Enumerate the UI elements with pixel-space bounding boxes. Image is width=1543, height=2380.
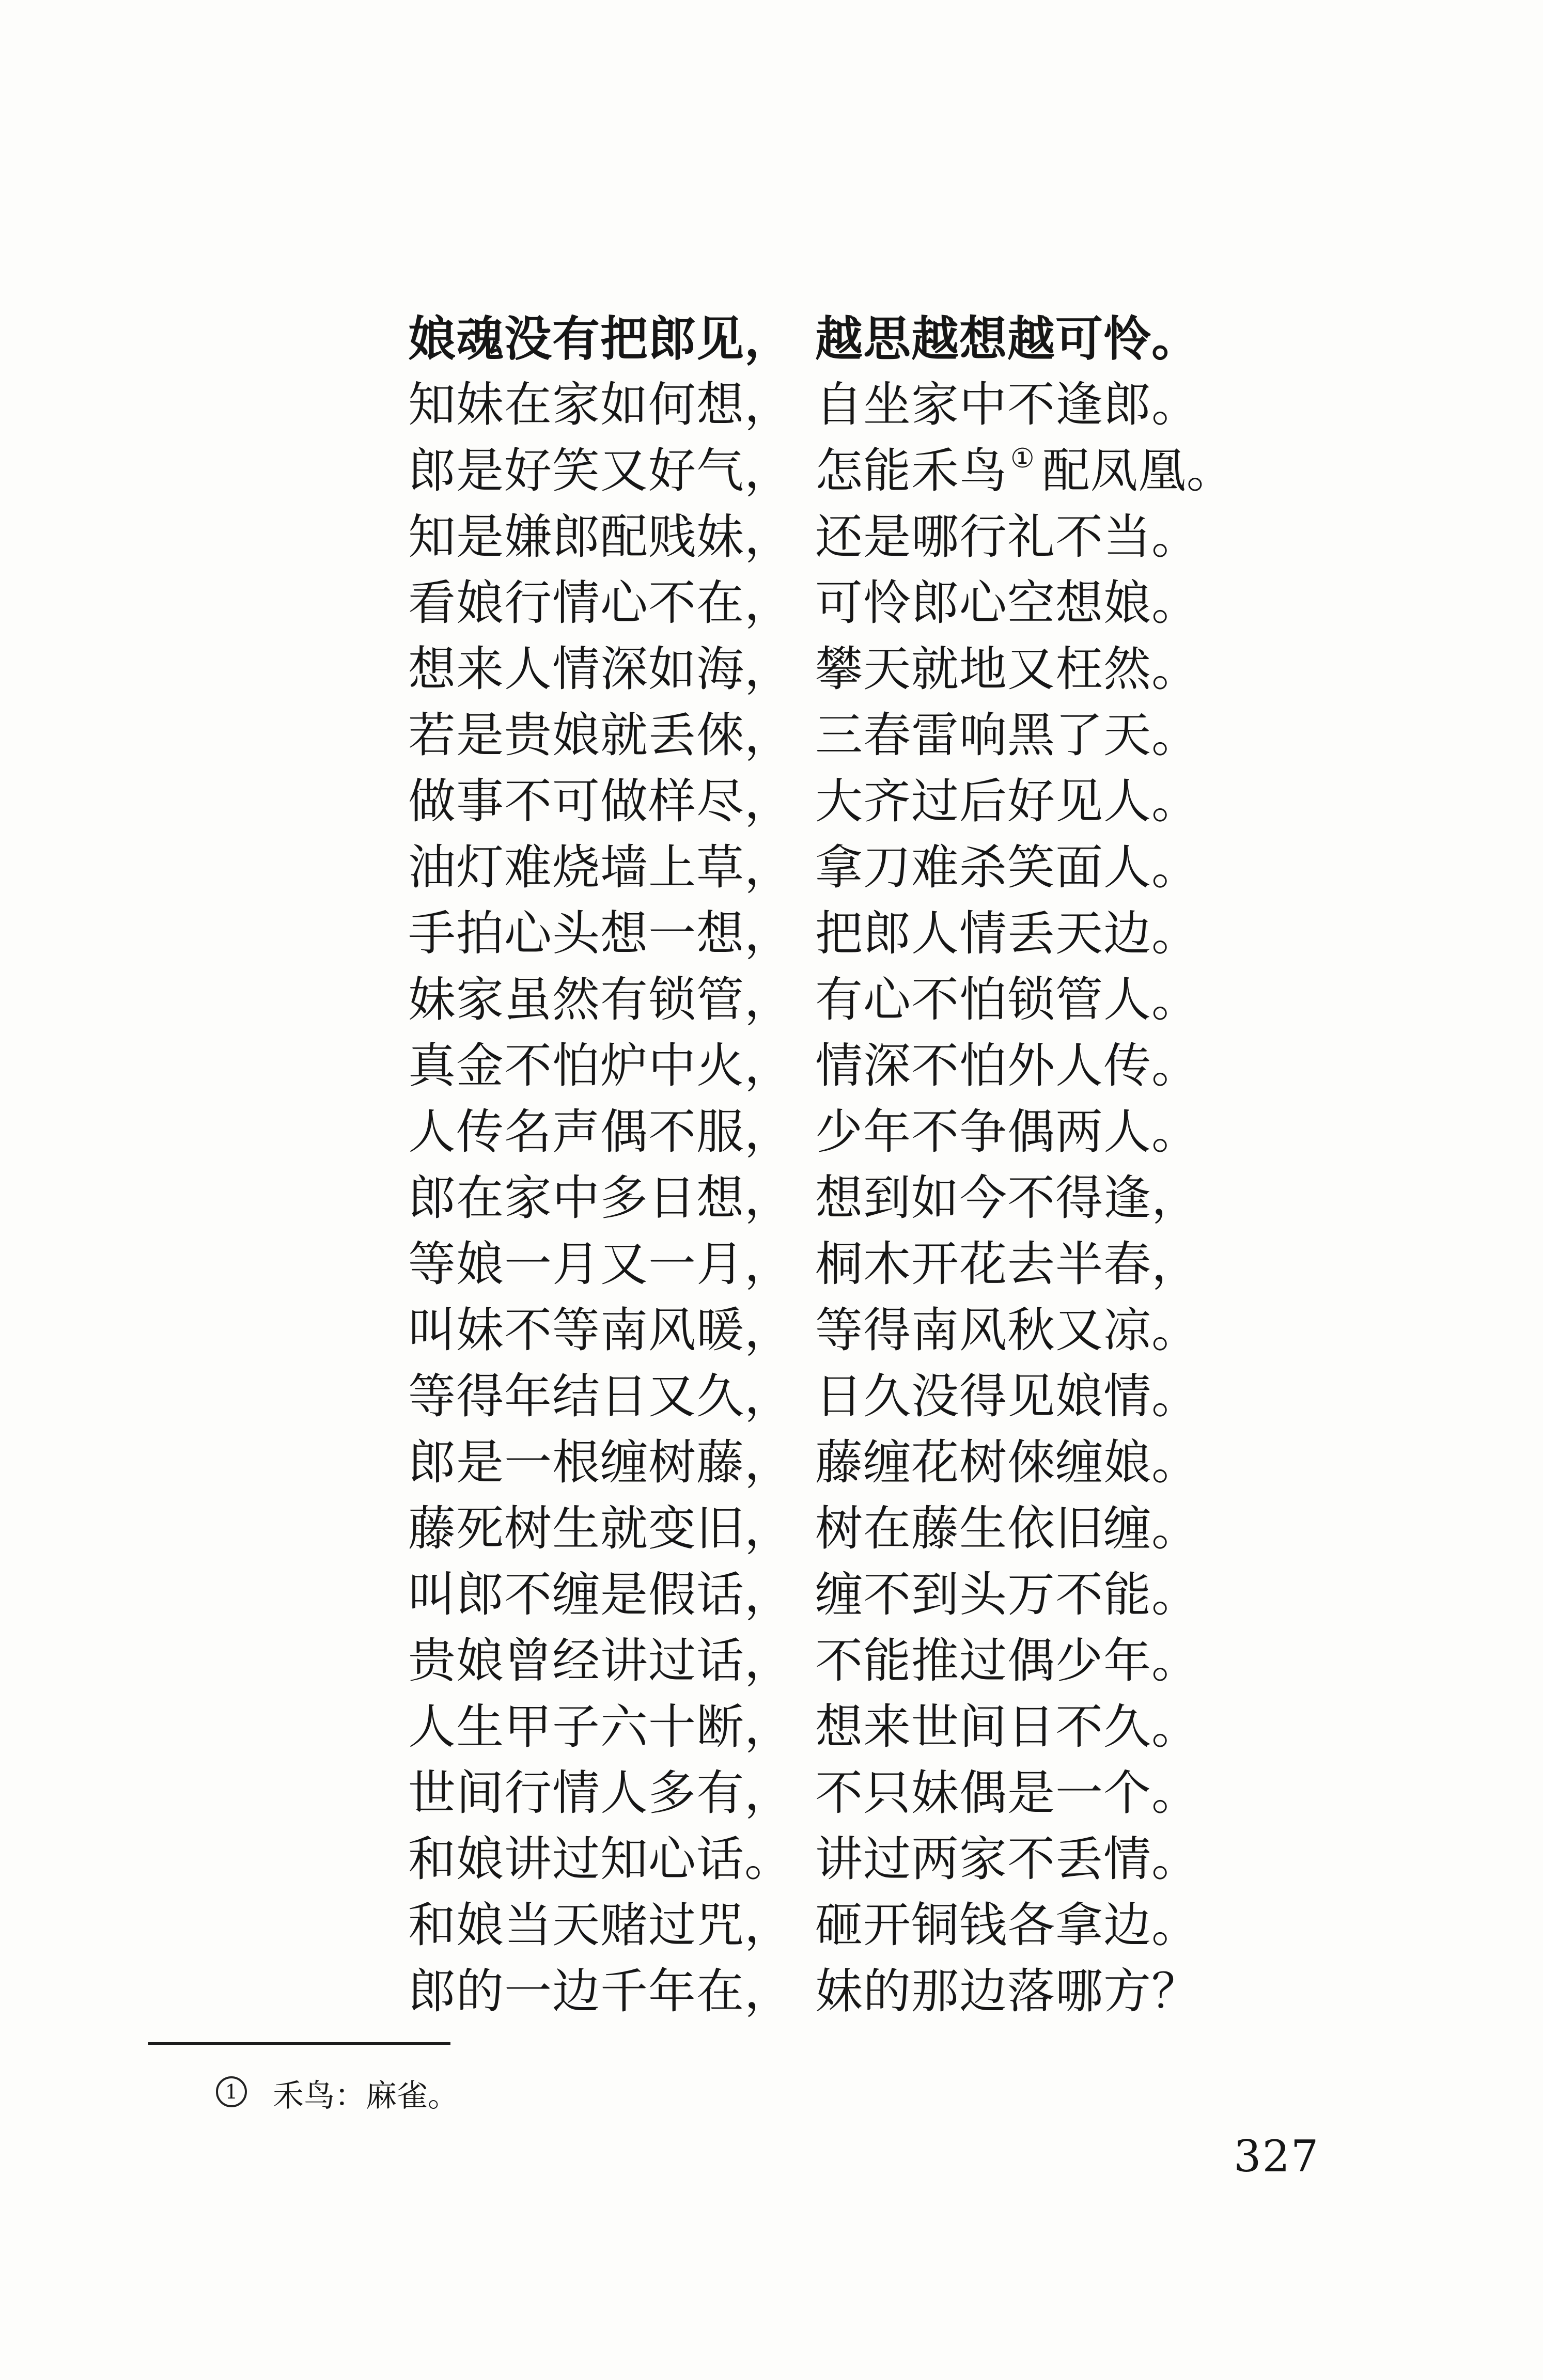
verse-left-half: 叫郎不缠是假话， [408,1567,793,1622]
verse-right-half: 把郎人情丢天边。 [815,906,1200,961]
verse-line [0,372,1543,438]
verse-right-half [815,438,1235,504]
verse-line [0,1496,1543,1562]
verse-line [0,438,1543,504]
verse-left-half: 世间行情人多有， [408,1765,793,1821]
verse-line [0,967,1543,1033]
verse-left-half: 人传名声偶不服， [408,1104,793,1160]
verse-right-half: 还是哪行礼不当。 [815,509,1200,565]
page-number: 327 [1234,2131,1320,2182]
verse-line [0,702,1543,769]
verse-line [0,570,1543,636]
verse-right-half: 少年不争偶两人。 [815,1104,1200,1160]
verse-left-half: 人生甲子六十断， [408,1699,793,1755]
verse-left-half: 贵娘曾经讲过话， [408,1633,793,1688]
verse-line [0,636,1543,702]
verse-left-half: 叫妹不等南风暖， [408,1303,793,1358]
verse-right-half: 想来世间日不久。 [815,1699,1200,1755]
verse-right-half: 情深不怕外人传。 [815,1038,1200,1093]
verse-right-half: 攀天就地又枉然。 [815,641,1200,697]
verse-left-half: 若是贵娘就丢倈， [408,708,793,763]
verse-line [0,1892,1543,1959]
verse-left-half: 知是嫌郎配贱妹， [408,509,793,565]
verse-line [0,901,1543,967]
verse-left-half: 想来人情深如海， [408,641,793,697]
verse-right-half: 日久没得见娘情。 [815,1369,1200,1424]
verse-line [0,1297,1543,1364]
verse-right-half: 拿刀难杀笑面人。 [815,840,1200,895]
verse-right-text: 配凤凰。 [1042,443,1235,498]
footnote-marker: 1 [216,2076,247,2107]
verse-right-half: 藤缠花树倈缠娘。 [815,1435,1200,1490]
verse-right-half: 缠不到头万不能。 [815,1567,1200,1622]
verse-right-text: 怎能禾鸟 [815,443,1008,498]
footnote-divider [148,2042,450,2045]
verse-right-half: 不能推过偶少年。 [815,1633,1200,1688]
verse-line [0,1760,1543,1826]
verse-line [0,769,1543,835]
verse-right-half: 等得南风秋又凉。 [815,1303,1200,1358]
verse-line [0,835,1543,901]
verse-line [0,306,1543,372]
verse-right-half: 桐木开花去半春， [815,1236,1200,1292]
footnote-text: 禾鸟：麻雀。 [273,2078,459,2114]
verse-line [0,504,1543,570]
verse-left-half: 和娘讲过知心话。 [408,1831,793,1887]
verse-left-half: 和娘当天赌过咒， [408,1898,793,1953]
verse-left-half: 手拍心头想一想， [408,906,793,961]
verse-right-half: 想到如今不得逢， [815,1170,1200,1226]
verse-right-half: 讲过两家不丢情。 [815,1831,1200,1887]
verse-right-half: 自坐家中不逢郎。 [815,377,1200,432]
verse-right-half: 三春雷响黑了天。 [815,708,1200,763]
verse-right-half: 树在藤生依旧缠。 [815,1501,1200,1556]
verse-left-half: 看娘行情心不在， [408,575,793,631]
verse-left-half: 郎在家中多日想， [408,1170,793,1226]
verse-line [0,1628,1543,1694]
verse-left-half: 藤死树生就变旧， [408,1501,793,1556]
verse-line [0,1165,1543,1231]
verse-left-half: 等得年结日又久， [408,1369,793,1424]
verse-right-half: 越思越想越可怜。 [815,311,1200,367]
verse-left-half: 郎是好笑又好气， [408,443,793,498]
verse-line [0,1826,1543,1892]
verse-line [0,1033,1543,1099]
verse-line [0,1562,1543,1628]
verse-left-half: 知妹在家如何想， [408,377,793,432]
verse-left-half: 做事不可做样尽， [408,774,793,829]
verse-right-half: 可怜郎心空想娘。 [815,575,1200,631]
verse-left-half: 郎的一边千年在， [408,1964,793,2019]
verse-left-half: 郎是一根缠树藤， [408,1435,793,1490]
verse-line [0,1231,1543,1297]
verse-right-half: 砸开铜钱各拿边。 [815,1898,1200,1953]
verse-right-half: 不只妹偶是一个。 [815,1765,1200,1821]
verse-left-half: 真金不怕炉中火， [408,1038,793,1093]
verse-line [0,1364,1543,1430]
footnote-reference: ① [1010,443,1035,474]
verse-left-half: 妹家虽然有锁管， [408,972,793,1027]
verse-left-half: 油灯难烧墙上草， [408,840,793,895]
verse-line [0,1099,1543,1165]
verse-right-half: 妹的那边落哪方？ [815,1964,1200,2019]
verse-line [0,1430,1543,1496]
verse-line [0,1694,1543,1760]
verse-left-half: 娘魂没有把郎见， [408,311,793,367]
verse-left-half: 等娘一月又一月， [408,1236,793,1292]
verse-right-half: 大齐过后好见人。 [815,774,1200,829]
verse-right-half: 有心不怕锁管人。 [815,972,1200,1027]
verse-line [0,1959,1543,2025]
